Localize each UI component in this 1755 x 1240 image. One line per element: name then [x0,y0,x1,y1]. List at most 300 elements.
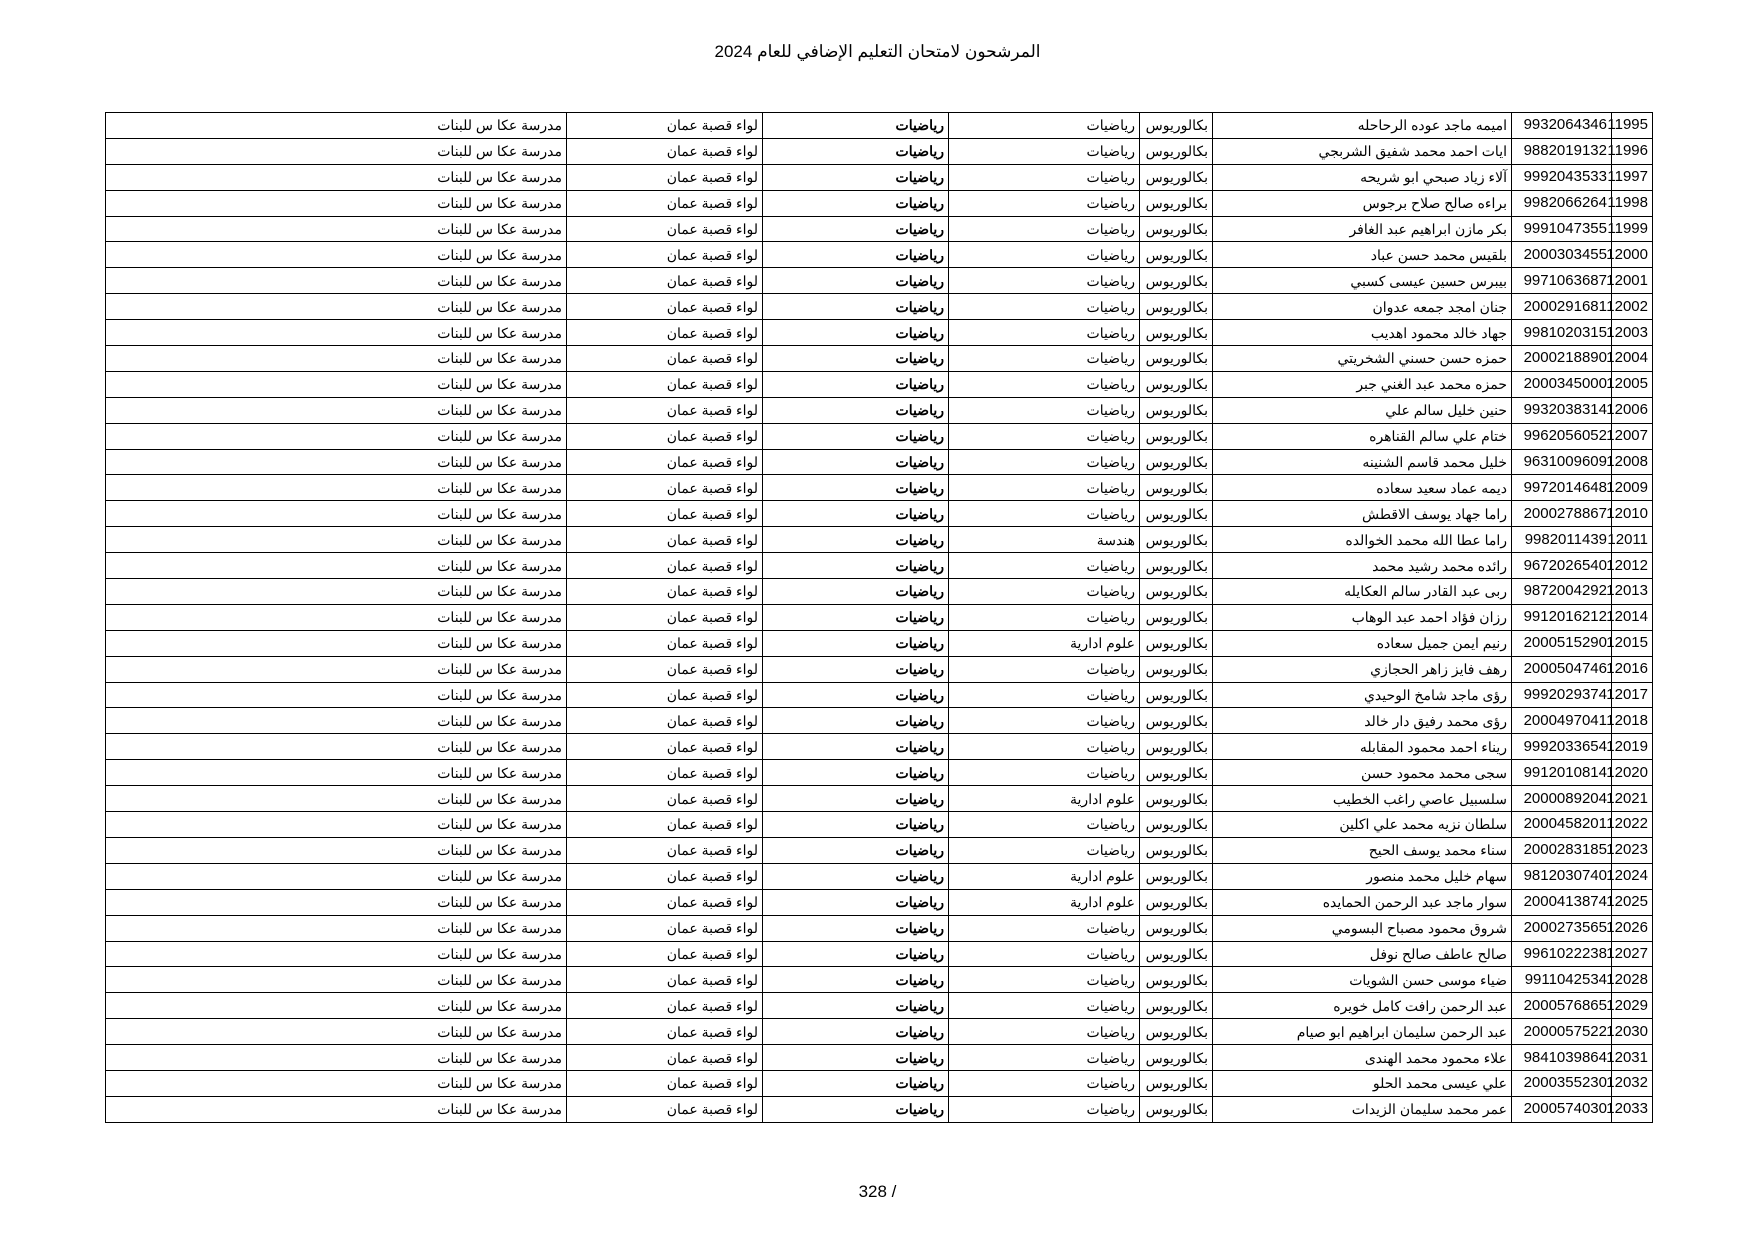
degree-cell: بكالوريوس [1140,113,1213,139]
degree-cell: بكالوريوس [1140,863,1213,889]
school-cell: مدرسة عكا س للبنات [106,967,567,993]
row-number-cell: 11996 [1612,138,1653,164]
candidate-name-cell: شروق محمود مصباح البسومي [1213,915,1512,941]
school-cell: مدرسة عكا س للبنات [106,216,567,242]
table-row [106,604,1653,630]
candidate-name-cell: ريناء احمد محمود المقابله [1213,734,1512,760]
candidate-name-cell: سلطان نزيه محمد علي اكلين [1213,812,1512,838]
degree-cell: بكالوريوس [1140,967,1213,993]
specialization-cell: رياضيات [949,475,1140,501]
school-cell: مدرسة عكا س للبنات [106,1045,567,1071]
directorate-cell: لواء قصبة عمان [567,967,763,993]
row-number-cell: 12021 [1612,786,1653,812]
table-row [106,113,1653,139]
table-row [106,941,1653,967]
specialization-cell: رياضيات [949,268,1140,294]
directorate-cell: لواء قصبة عمان [567,397,763,423]
specialization-cell: رياضيات [949,604,1140,630]
seat-number-cell: 2000303455 [1512,242,1612,268]
candidate-name-cell: رؤى ماجد شامخ الوحيدي [1213,682,1512,708]
seat-number-cell: 9932064346 [1512,113,1612,139]
directorate-cell: لواء قصبة عمان [567,682,763,708]
seat-number-cell: 2000574030 [1512,1096,1612,1122]
row-number-cell: 12013 [1612,579,1653,605]
degree-cell: بكالوريوس [1140,501,1213,527]
seat-number-cell: 9992029374 [1512,682,1612,708]
degree-cell: بكالوريوس [1140,1045,1213,1071]
seat-number-cell: 2000089204 [1512,786,1612,812]
table-row [106,1070,1653,1096]
seat-number-cell: 9992043533 [1512,164,1612,190]
candidate-name-cell: عبد الرحمن رافت كامل خويره [1213,993,1512,1019]
school-cell: مدرسة عكا س للبنات [106,630,567,656]
degree-cell: بكالوريوس [1140,553,1213,579]
directorate-cell: لواء قصبة عمان [567,863,763,889]
seat-number-cell: 2000345000 [1512,371,1612,397]
row-number-cell: 12031 [1612,1045,1653,1071]
seat-number-cell: 9911042534 [1512,967,1612,993]
specialization-cell: هندسة [949,527,1140,553]
seat-number-cell: 2000278867 [1512,501,1612,527]
subject-cell: رياضيات [763,475,949,501]
directorate-cell: لواء قصبة عمان [567,915,763,941]
seat-number-cell: 9971063687 [1512,268,1612,294]
row-number-cell: 12002 [1612,294,1653,320]
candidate-name-cell: صالح عاطف صالح نوفل [1213,941,1512,967]
degree-cell: بكالوريوس [1140,268,1213,294]
specialization-cell: رياضيات [949,346,1140,372]
seat-number-cell: 2000355230 [1512,1070,1612,1096]
degree-cell: بكالوريوس [1140,656,1213,682]
subject-cell: رياضيات [763,915,949,941]
row-number-cell: 12022 [1612,812,1653,838]
row-number-cell: 11999 [1612,216,1653,242]
directorate-cell: لواء قصبة عمان [567,320,763,346]
subject-cell: رياضيات [763,371,949,397]
candidate-name-cell: ضياء موسى حسن الشويات [1213,967,1512,993]
row-number-cell: 12033 [1612,1096,1653,1122]
seat-number-cell: 9841039864 [1512,1045,1612,1071]
specialization-cell: رياضيات [949,812,1140,838]
row-number-cell: 11998 [1612,190,1653,216]
row-number-cell: 12020 [1612,760,1653,786]
directorate-cell: لواء قصبة عمان [567,501,763,527]
candidate-name-cell: ديمه عماد سعيد سعاده [1213,475,1512,501]
row-number-cell: 12005 [1612,371,1653,397]
subject-cell: رياضيات [763,423,949,449]
row-number-cell: 11997 [1612,164,1653,190]
degree-cell: بكالوريوس [1140,320,1213,346]
table-row [106,371,1653,397]
table-row [106,501,1653,527]
school-cell: مدرسة عكا س للبنات [106,604,567,630]
table-row [106,475,1653,501]
table-row [106,397,1653,423]
directorate-cell: لواء قصبة عمان [567,423,763,449]
subject-cell: رياضيات [763,346,949,372]
school-cell: مدرسة عكا س للبنات [106,346,567,372]
directorate-cell: لواء قصبة عمان [567,1019,763,1045]
subject-cell: رياضيات [763,760,949,786]
specialization-cell: رياضيات [949,1070,1140,1096]
specialization-cell: رياضيات [949,216,1140,242]
school-cell: مدرسة عكا س للبنات [106,242,567,268]
school-cell: مدرسة عكا س للبنات [106,423,567,449]
table-row [106,553,1653,579]
specialization-cell: رياضيات [949,397,1140,423]
row-number-cell: 12012 [1612,553,1653,579]
table-row [106,320,1653,346]
directorate-cell: لواء قصبة عمان [567,1070,763,1096]
row-number-cell: 12018 [1612,708,1653,734]
seat-number-cell: 2000273565 [1512,915,1612,941]
specialization-cell: رياضيات [949,164,1140,190]
table-row [106,863,1653,889]
table-row [106,993,1653,1019]
candidate-name-cell: ربى عبد القادر سالم العكايله [1213,579,1512,605]
school-cell: مدرسة عكا س للبنات [106,449,567,475]
row-number-cell: 12015 [1612,630,1653,656]
seat-number-cell: 2000057522 [1512,1019,1612,1045]
specialization-cell: رياضيات [949,1019,1140,1045]
candidate-name-cell: سهام خليل محمد منصور [1213,863,1512,889]
seat-number-cell: 9932038314 [1512,397,1612,423]
subject-cell: رياضيات [763,708,949,734]
candidate-name-cell: ختام علي سالم القناهره [1213,423,1512,449]
candidate-name-cell: حنين خليل سالم علي [1213,397,1512,423]
subject-cell: رياضيات [763,1096,949,1122]
school-cell: مدرسة عكا س للبنات [106,371,567,397]
subject-cell: رياضيات [763,1045,949,1071]
candidate-name-cell: رهف فايز زاهر الحجازي [1213,656,1512,682]
seat-number-cell: 2000413874 [1512,889,1612,915]
specialization-cell: رياضيات [949,837,1140,863]
specialization-cell: رياضيات [949,579,1140,605]
seat-number-cell: 9982066264 [1512,190,1612,216]
directorate-cell: لواء قصبة عمان [567,786,763,812]
degree-cell: بكالوريوس [1140,423,1213,449]
school-cell: مدرسة عكا س للبنات [106,1019,567,1045]
specialization-cell: رياضيات [949,553,1140,579]
school-cell: مدرسة عكا س للبنات [106,113,567,139]
school-cell: مدرسة عكا س للبنات [106,863,567,889]
candidate-name-cell: سوار ماجد عبد الرحمن الحمايده [1213,889,1512,915]
candidate-name-cell: بلقيس محمد حسن عباد [1213,242,1512,268]
candidates-table [105,112,1653,1123]
directorate-cell: لواء قصبة عمان [567,579,763,605]
directorate-cell: لواء قصبة عمان [567,812,763,838]
candidate-name-cell: رنيم ايمن جميل سعاده [1213,630,1512,656]
degree-cell: بكالوريوس [1140,734,1213,760]
directorate-cell: لواء قصبة عمان [567,630,763,656]
specialization-cell: رياضيات [949,656,1140,682]
row-number-cell: 12017 [1612,682,1653,708]
row-number-cell: 12027 [1612,941,1653,967]
seat-number-cell: 2000497041 [1512,708,1612,734]
directorate-cell: لواء قصبة عمان [567,941,763,967]
specialization-cell: رياضيات [949,915,1140,941]
directorate-cell: لواء قصبة عمان [567,138,763,164]
seat-number-cell: 2000458201 [1512,812,1612,838]
subject-cell: رياضيات [763,863,949,889]
subject-cell: رياضيات [763,320,949,346]
degree-cell: بكالوريوس [1140,527,1213,553]
table-row [106,190,1653,216]
row-number-cell: 12016 [1612,656,1653,682]
degree-cell: بكالوريوس [1140,164,1213,190]
row-number-cell: 12028 [1612,967,1653,993]
table-row [106,734,1653,760]
candidate-name-cell: اميمه ماجد عوده الرحاحله [1213,113,1512,139]
subject-cell: رياضيات [763,682,949,708]
table-row [106,423,1653,449]
degree-cell: بكالوريوس [1140,1019,1213,1045]
school-cell: مدرسة عكا س للبنات [106,190,567,216]
school-cell: مدرسة عكا س للبنات [106,1070,567,1096]
directorate-cell: لواء قصبة عمان [567,889,763,915]
table-row [106,138,1653,164]
candidate-name-cell: حمزه محمد عبد الغني جبر [1213,371,1512,397]
row-number-cell: 12006 [1612,397,1653,423]
degree-cell: بكالوريوس [1140,708,1213,734]
candidate-name-cell: جنان امجد جمعه عدوان [1213,294,1512,320]
seat-number-cell: 2000218890 [1512,346,1612,372]
directorate-cell: لواء قصبة عمان [567,656,763,682]
table-row [106,1096,1653,1122]
candidate-name-cell: علاء محمود محمد الهندى [1213,1045,1512,1071]
seat-number-cell: 2000576865 [1512,993,1612,1019]
seat-number-cell: 2000291681 [1512,294,1612,320]
specialization-cell: علوم ادارية [949,786,1140,812]
school-cell: مدرسة عكا س للبنات [106,294,567,320]
table-row [106,837,1653,863]
candidate-name-cell: ايات احمد محمد شفيق الشربجي [1213,138,1512,164]
subject-cell: رياضيات [763,527,949,553]
degree-cell: بكالوريوس [1140,760,1213,786]
seat-number-cell: 9981020315 [1512,320,1612,346]
degree-cell: بكالوريوس [1140,812,1213,838]
row-number-cell: 12003 [1612,320,1653,346]
candidate-name-cell: رزان فؤاد احمد عبد الوهاب [1213,604,1512,630]
degree-cell: بكالوريوس [1140,449,1213,475]
row-number-cell: 12019 [1612,734,1653,760]
candidate-name-cell: بكر مازن ابراهيم عبد الغافر [1213,216,1512,242]
school-cell: مدرسة عكا س للبنات [106,138,567,164]
school-cell: مدرسة عكا س للبنات [106,760,567,786]
table-row [106,1019,1653,1045]
directorate-cell: لواء قصبة عمان [567,346,763,372]
candidate-name-cell: سناء محمد يوسف الحيح [1213,837,1512,863]
directorate-cell: لواء قصبة عمان [567,294,763,320]
table-row [106,346,1653,372]
school-cell: مدرسة عكا س للبنات [106,656,567,682]
directorate-cell: لواء قصبة عمان [567,164,763,190]
candidate-name-cell: حمزه حسن حسني الشخريتي [1213,346,1512,372]
subject-cell: رياضيات [763,579,949,605]
table-row [106,1045,1653,1071]
seat-number-cell: 2000504746 [1512,656,1612,682]
directorate-cell: لواء قصبة عمان [567,604,763,630]
table-row [106,812,1653,838]
directorate-cell: لواء قصبة عمان [567,113,763,139]
seat-number-cell: 9982011439 [1512,527,1612,553]
specialization-cell: علوم ادارية [949,889,1140,915]
school-cell: مدرسة عكا س للبنات [106,397,567,423]
page-title: المرشحون لامتحان التعليم الإضافي للعام 2024 [714,42,1041,61]
degree-cell: بكالوريوس [1140,371,1213,397]
subject-cell: رياضيات [763,242,949,268]
directorate-cell: لواء قصبة عمان [567,708,763,734]
table-row [106,915,1653,941]
school-cell: مدرسة عكا س للبنات [106,837,567,863]
directorate-cell: لواء قصبة عمان [567,449,763,475]
row-number-cell: 12010 [1612,501,1653,527]
candidate-name-cell: بيبرس حسين عيسى كسبي [1213,268,1512,294]
school-cell: مدرسة عكا س للبنات [106,164,567,190]
candidate-name-cell: عبد الرحمن سليمان ابراهيم ابو صيام [1213,1019,1512,1045]
degree-cell: بكالوريوس [1140,475,1213,501]
candidate-name-cell: راما جهاد يوسف الاقطش [1213,501,1512,527]
row-number-cell: 12023 [1612,837,1653,863]
specialization-cell: رياضيات [949,760,1140,786]
directorate-cell: لواء قصبة عمان [567,371,763,397]
table-row [106,630,1653,656]
directorate-cell: لواء قصبة عمان [567,527,763,553]
directorate-cell: لواء قصبة عمان [567,190,763,216]
table-row [106,786,1653,812]
specialization-cell: رياضيات [949,242,1140,268]
table-row [106,449,1653,475]
row-number-cell: 12007 [1612,423,1653,449]
candidate-name-cell: آلاء زياد صبحي ابو شريحه [1213,164,1512,190]
degree-cell: بكالوريوس [1140,915,1213,941]
subject-cell: رياضيات [763,734,949,760]
candidate-name-cell: رؤى محمد رفيق دار خالد [1213,708,1512,734]
subject-cell: رياضيات [763,1070,949,1096]
degree-cell: بكالوريوس [1140,941,1213,967]
directorate-cell: لواء قصبة عمان [567,475,763,501]
school-cell: مدرسة عكا س للبنات [106,553,567,579]
table-row [106,889,1653,915]
row-number-cell: 12030 [1612,1019,1653,1045]
candidate-name-cell: سجى محمد محمود حسن [1213,760,1512,786]
specialization-cell: رياضيات [949,113,1140,139]
candidate-name-cell: رائده محمد رشيد محمد [1213,553,1512,579]
subject-cell: رياضيات [763,397,949,423]
seat-number-cell: 9882019132 [1512,138,1612,164]
specialization-cell: رياضيات [949,1045,1140,1071]
subject-cell: رياضيات [763,630,949,656]
degree-cell: بكالوريوس [1140,630,1213,656]
seat-number-cell: 9912016212 [1512,604,1612,630]
degree-cell: بكالوريوس [1140,837,1213,863]
degree-cell: بكالوريوس [1140,786,1213,812]
seat-number-cell: 9672026540 [1512,553,1612,579]
directorate-cell: لواء قصبة عمان [567,734,763,760]
table-row [106,760,1653,786]
school-cell: مدرسة عكا س للبنات [106,1096,567,1122]
row-number-cell: 12001 [1612,268,1653,294]
candidate-name-cell: خليل محمد قاسم الشنينه [1213,449,1512,475]
degree-cell: بكالوريوس [1140,294,1213,320]
seat-number-cell: 9631009609 [1512,449,1612,475]
seat-number-cell: 9961022238 [1512,941,1612,967]
subject-cell: رياضيات [763,268,949,294]
school-cell: مدرسة عكا س للبنات [106,682,567,708]
seat-number-cell: 9972014648 [1512,475,1612,501]
subject-cell: رياضيات [763,967,949,993]
subject-cell: رياضيات [763,604,949,630]
table-row [106,242,1653,268]
specialization-cell: رياضيات [949,190,1140,216]
seat-number-cell: 9992033654 [1512,734,1612,760]
degree-cell: بكالوريوس [1140,138,1213,164]
specialization-cell: رياضيات [949,941,1140,967]
school-cell: مدرسة عكا س للبنات [106,889,567,915]
school-cell: مدرسة عكا س للبنات [106,915,567,941]
specialization-cell: رياضيات [949,501,1140,527]
table-row [106,268,1653,294]
subject-cell: رياضيات [763,941,949,967]
degree-cell: بكالوريوس [1140,682,1213,708]
table-row [106,164,1653,190]
degree-cell: بكالوريوس [1140,190,1213,216]
candidate-name-cell: راما عطا الله محمد الخوالده [1213,527,1512,553]
degree-cell: بكالوريوس [1140,993,1213,1019]
subject-cell: رياضيات [763,786,949,812]
subject-cell: رياضيات [763,164,949,190]
specialization-cell: رياضيات [949,682,1140,708]
degree-cell: بكالوريوس [1140,397,1213,423]
subject-cell: رياضيات [763,294,949,320]
specialization-cell: رياضيات [949,993,1140,1019]
seat-number-cell: 9872004292 [1512,579,1612,605]
candidate-name-cell: براءه صالح صلاح برجوس [1213,190,1512,216]
specialization-cell: علوم ادارية [949,630,1140,656]
row-number-cell: 12029 [1612,993,1653,1019]
school-cell: مدرسة عكا س للبنات [106,708,567,734]
degree-cell: بكالوريوس [1140,1070,1213,1096]
school-cell: مدرسة عكا س للبنات [106,527,567,553]
school-cell: مدرسة عكا س للبنات [106,941,567,967]
degree-cell: بكالوريوس [1140,889,1213,915]
table-row [106,216,1653,242]
directorate-cell: لواء قصبة عمان [567,837,763,863]
candidate-name-cell: سلسبيل عاصي راغب الخطيب [1213,786,1512,812]
row-number-cell: 12024 [1612,863,1653,889]
row-number-cell: 12008 [1612,449,1653,475]
subject-cell: رياضيات [763,656,949,682]
specialization-cell: رياضيات [949,734,1140,760]
row-number-cell: 11995 [1612,113,1653,139]
row-number-cell: 12025 [1612,889,1653,915]
table-row [106,527,1653,553]
row-number-cell: 12011 [1612,527,1653,553]
school-cell: مدرسة عكا س للبنات [106,268,567,294]
row-number-cell: 12026 [1612,915,1653,941]
school-cell: مدرسة عكا س للبنات [106,993,567,1019]
row-number-cell: 12014 [1612,604,1653,630]
seat-number-cell: 2000515290 [1512,630,1612,656]
school-cell: مدرسة عكا س للبنات [106,579,567,605]
subject-cell: رياضيات [763,837,949,863]
table-row [106,294,1653,320]
row-number-cell: 12032 [1612,1070,1653,1096]
subject-cell: رياضيات [763,553,949,579]
subject-cell: رياضيات [763,449,949,475]
directorate-cell: لواء قصبة عمان [567,760,763,786]
directorate-cell: لواء قصبة عمان [567,553,763,579]
